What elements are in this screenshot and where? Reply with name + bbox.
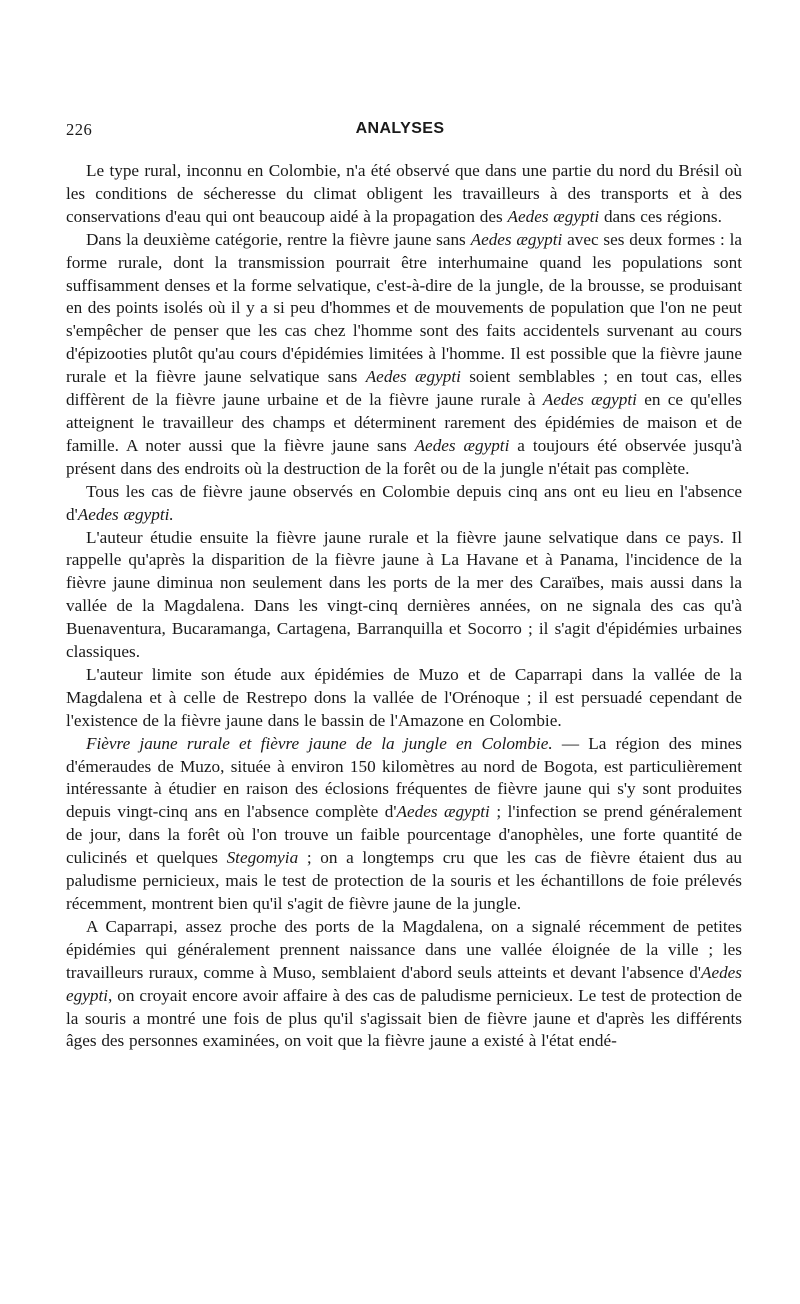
paragraph-colombia-cases	[66, 481, 742, 527]
body-text	[66, 160, 742, 1053]
text-run: dans ces régions.	[599, 206, 722, 226]
paragraph-caparrapi	[66, 916, 742, 1053]
text-run: ; on a longtemps cru que les cas de fièvre étaient dus au paludisme pernicieux, mais le test de protection de la souris et les échantillons de foie prélevés récemment, montrent bien qu'il s'agit de fièvre jaune de la jungle.	[66, 848, 742, 913]
text-run: — La région des mines d'émeraudes de Muzo, située à environ 150 kilomètres au nord de Bogota, est particulièrement intéressante à étudier en raison des éclosions fréquentes de fièvre jaune qui s'y sont produites depuis vingt-cinq ans en l'absence complète d'	[66, 733, 742, 822]
paragraph-muzo-caparrapi	[66, 664, 742, 733]
text-run: L'auteur étudie ensuite la fièvre jaune rurale et la fièvre jaune selvatique dans ce pays. Il rappelle qu'après la disparition de la fièvre jaune à La Havane et à Panama, l'incidence de la fièvre jaune diminua non seulement dans les ports de la mer des Caraïbes, mais aussi dans la vallée de la Magdalena. Dans les vingt-cinq dernières années, on ne signala des cas qu'à Buenaventura, Bucaramanga, Cartagena, Barranquilla et Socorro ; il s'agit d'épidémies urbaines classiques.	[66, 527, 742, 662]
species-name: Aedes ægypti	[414, 435, 510, 455]
paragraph-author-study	[66, 527, 742, 664]
text-run: a toujours été observée jusqu'à présent dans des endroits où la destruction de la forêt ou de la jungle n'était pas complète.	[66, 435, 742, 478]
species-name: Aedes ægypti	[365, 367, 461, 387]
species-name: Aedes ægypti	[396, 802, 490, 822]
paragraph-second-category	[66, 229, 742, 481]
text-run: Le type rural, inconnu en Colombie, n'a été observé que dans une partie du nord du Brésil où les conditions de sécheresse du climat obligent les travailleurs à des transports et à des conservations d'eau qui ont beaucoup aidé à la propagation des	[66, 161, 742, 226]
text-run: L'auteur limite son étude aux épidémies de Muzo et de Caparrapi dans la vallée de la Magdalena et à celle de Restrepo dons la vallée de l'Orénoque ; il est persuadé cependant de l'existence de la fièvre jaune dans le bassin de l'Amazone en Colombie.	[66, 664, 742, 730]
page-header	[66, 120, 734, 144]
page-number: 226	[66, 120, 93, 139]
section-heading: Fièvre jaune rurale et fièvre jaune de la jungle en Colombie.	[86, 733, 553, 753]
text-run: A Caparrapi, assez proche des ports de la Magdalena, on a signalé récemment de petites épidémies qui généralement prennent naissance dans une vallée éloignée de la ville ; les travailleurs ruraux, comme à Muso, semblaient d'abord seuls atteints et devant l'absence d'	[66, 916, 742, 982]
text-run: Dans la deuxième catégorie, rentre la fièvre jaune sans	[86, 229, 471, 249]
species-name: Aedes ægypti	[470, 229, 563, 249]
text-run: en ce qu'elles atteignent le travailleur des champs et déterminent rarement des épidémies de maison et de famille. A noter aussi que la fièvre jaune sans	[66, 390, 742, 455]
text-run: soient semblables ; en tout cas, elles diffèrent de la fièvre jaune urbaine et de la fièvre jaune rurale à	[66, 367, 742, 410]
text-run: , on croyait encore avoir affaire à des cas de paludisme pernicieux. Le test de protection de la souris a montré une fois de plus qu'il s'agissait bien de fièvre jaune et d'après les différents âges des personnes examinées, on voit que la fièvre jaune a existé à l'état endé-	[66, 985, 742, 1051]
species-name: Aedes ægypti	[542, 390, 637, 410]
text-run: ; l'infection se prend généralement de jour, dans la forêt où l'on trouve un faible pourcentage d'anophèles, une forte quantité de culicinés et quelques	[66, 802, 742, 868]
species-name: Aedes ægypti.	[77, 504, 174, 524]
running-head: ANALYSES	[355, 120, 445, 137]
paragraph-rural-type	[66, 160, 742, 229]
species-name: Aedes egypti	[66, 962, 742, 1005]
text-run: Tous les cas de fièvre jaune observés en Colombie depuis cinq ans ont eu lieu en l'absence d'	[66, 481, 742, 524]
species-name: Stegomyia	[226, 848, 299, 868]
text-run: avec ses deux formes : la forme rurale, dont la transmission pourrait être interhumaine quand les populations sont suffisamment denses et la forme selvatique, c'est-à-dire de la jungle, de la brousse, se produisant en des points isolés où il y a si peu d'hommes et de mouvements de population que l'on ne peut s'empêcher de penser que les cas chez l'homme sont des faits accidentels survenant au cours d'épizooties plutôt qu'au cours d'épidémies limitées à l'homme. Il est possible que la fièvre jaune rurale et la fièvre jaune selvatique sans	[66, 229, 743, 387]
paragraph-jungle-fever	[66, 733, 742, 916]
species-name: Aedes ægypti	[507, 206, 600, 226]
